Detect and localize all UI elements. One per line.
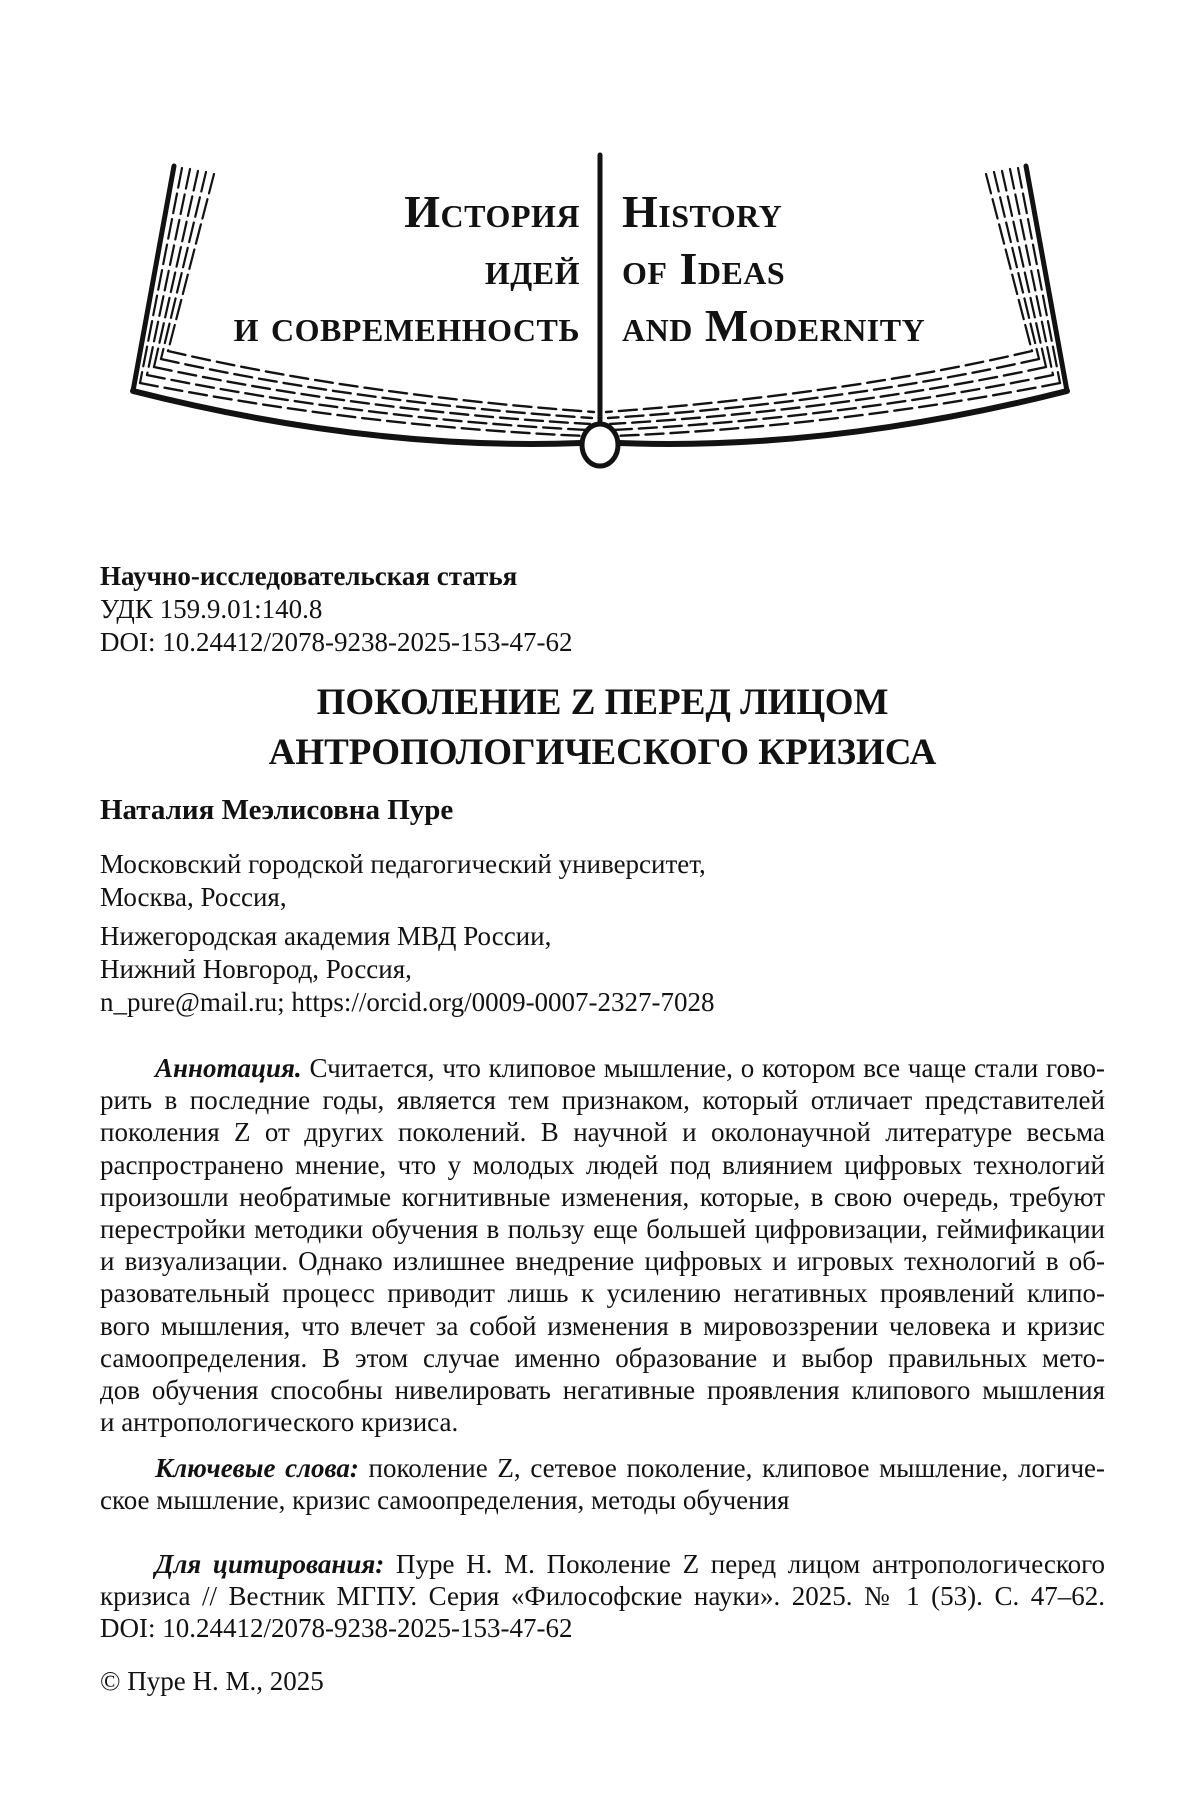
abstract-lines-line: самоопределения. В этом случае именно образование и выбор правильных мето-	[100, 1342, 1105, 1373]
keywords-lines	[100, 1484, 1105, 1516]
abstract-lines-line: и антропологического кризиса.	[100, 1407, 459, 1438]
abstract-lines-line: рить в последние годы, является тем признаком, который отличает представителей	[100, 1085, 1105, 1116]
article-title	[100, 678, 1105, 778]
affiliation-group-2-line: n_pure@mail.ru; https://orcid.org/0009-0007-2327-7028	[100, 987, 715, 1017]
abstract-first-line	[100, 1052, 1105, 1084]
citation-label: Для цитирования:	[155, 1549, 385, 1579]
open-book-icon	[120, 138, 1080, 470]
affiliation-block	[100, 848, 715, 1019]
logo-left-line-2: идей	[484, 243, 580, 294]
affiliation-group-1-line: Москва, Россия,	[100, 882, 287, 912]
abstract-label: Аннотация.	[155, 1053, 302, 1083]
journal-logo	[120, 138, 1080, 470]
article-title-line-1: ПОКОЛЕНИЕ Z ПЕРЕД ЛИЦОМ	[316, 682, 889, 723]
udc-line: УДК 159.9.01:140.8	[100, 594, 323, 624]
keywords-first-line-text: поколение Z, сетевое поколение, клиповое мышление, логиче-	[368, 1453, 1105, 1483]
affiliation-group-1	[100, 848, 715, 914]
citation-paragraph	[100, 1548, 1105, 1645]
copyright-line: © Пуре Н. М., 2025	[100, 1666, 324, 1696]
author-name: Наталия Меэлисовна Пуре	[100, 794, 454, 826]
keywords-paragraph	[100, 1452, 1105, 1516]
logo-right-line-1: History	[622, 186, 783, 237]
abstract-lines-line: разовательный процесс приводит лишь к усилению негативных проявлений клипо-	[100, 1278, 1105, 1309]
affiliation-group-2-line: Нижний Новгород, Россия,	[100, 954, 412, 984]
abstract-lines-line: перестройки методики обучения в пользу еще большей цифровизации, геймификации	[100, 1214, 1105, 1245]
logo-left-line-1: История	[404, 186, 580, 237]
logo-left-line-3: и современность	[233, 300, 580, 351]
abstract-lines-line: произошли необратимые когнитивные изменения, которые, в свою очередь, требуют	[100, 1181, 1105, 1212]
doi-line: DOI: 10.24412/2078-9238-2025-153-47-62	[100, 627, 573, 657]
citation-lines-line: кризиса // Вестник МГПУ. Серия «Философские науки». 2025. № 1 (53). С. 47–62.	[100, 1581, 1105, 1612]
abstract-lines	[100, 1084, 1105, 1438]
keywords-label: Ключевые слова:	[155, 1453, 359, 1483]
article-title-line-2: АНТРОПОЛОГИЧЕСКОГО КРИЗИСА	[268, 732, 937, 773]
abstract-first-line-text: Считается, что клиповое мышление, о котором все чаще стали гово-	[309, 1053, 1106, 1083]
logo-right-line-3: and Modernity	[622, 300, 926, 351]
abstract-lines-line: и визуализации. Однако излишнее внедрение цифровых и игровых технологий в об-	[100, 1246, 1105, 1277]
keywords-first-line	[100, 1452, 1105, 1484]
abstract-lines-line: распространено мнение, что у молодых людей под влиянием цифровых технологий	[100, 1149, 1105, 1180]
abstract-lines-line: поколения Z от других поколений. В научной и околонаучной литературе весьма	[100, 1117, 1105, 1148]
affiliation-group-2-line: Нижегородская академия МВД России,	[100, 921, 552, 951]
citation-lines	[100, 1580, 1105, 1644]
article-type-label: Научно-исследовательская статья	[100, 561, 518, 591]
article-meta	[100, 560, 572, 659]
citation-first-line-text: Пуре Н. М. Поколение Z перед лицом антропологического	[395, 1549, 1105, 1579]
abstract-paragraph	[100, 1052, 1105, 1438]
affiliation-group-2	[100, 920, 715, 1019]
abstract-lines-line: дов обучения способны нивелировать негативные проявления клипового мышления	[100, 1375, 1105, 1406]
citation-lines-line: DOI: 10.24412/2078-9238-2025-153-47-62	[100, 1613, 573, 1644]
logo-right-line-2: of Ideas	[622, 243, 786, 294]
affiliation-group-1-line: Московский городской педагогический университет,	[100, 849, 706, 879]
citation-first-line	[100, 1548, 1105, 1580]
abstract-lines-line: вого мышления, что влечет за собой изменения в мировоззрении человека и кризис	[100, 1310, 1105, 1341]
keywords-lines-line: ское мышление, кризис самоопределения, методы обучения	[100, 1485, 790, 1516]
